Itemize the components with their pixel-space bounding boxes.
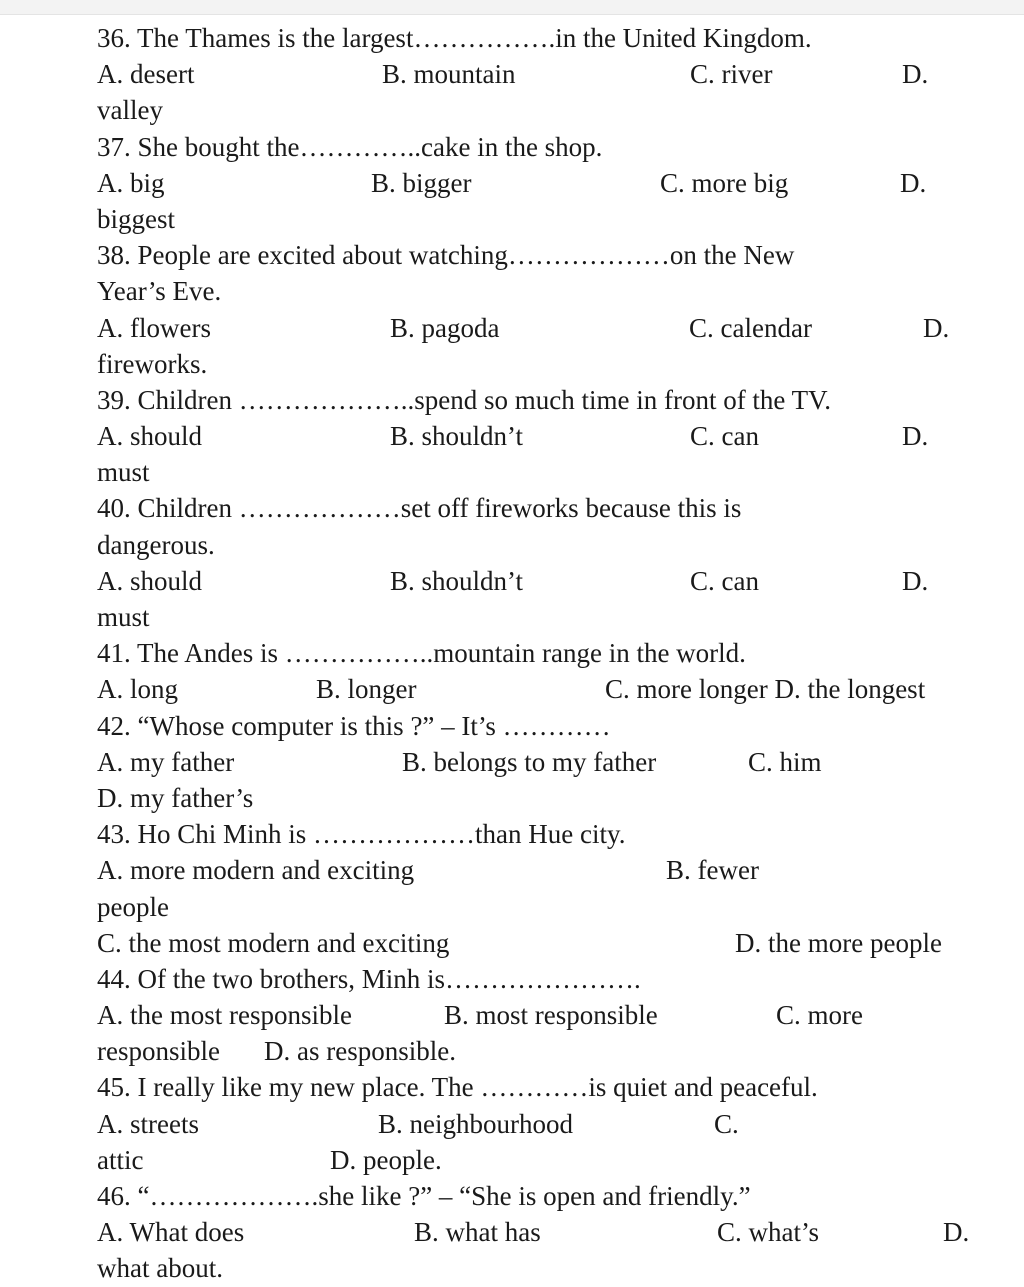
option-c: C. him: [748, 746, 822, 777]
continuation-line: [97, 527, 997, 563]
continuation-line: [97, 599, 997, 635]
continuation-line: [97, 273, 997, 309]
option-b: B. shouldn’t: [390, 565, 524, 596]
option-a: A. desert: [97, 59, 195, 90]
option-d-text: valley: [97, 95, 163, 126]
options-line: [97, 563, 997, 599]
option-d: D. people.: [330, 1144, 442, 1175]
option-d-text: must: [97, 457, 150, 488]
options-line: [97, 1033, 997, 1069]
option-b: B. bigger: [371, 167, 472, 198]
option-b: B. belongs to my father: [402, 746, 657, 777]
question-46: 46. “……………….she like ?” – “She is open and friendly.”: [97, 1181, 751, 1211]
option-b: B. neighbourhood: [378, 1108, 573, 1139]
option-c: C. the most modern and exciting: [97, 927, 450, 958]
option-c: C. more big: [660, 167, 789, 198]
question-line: [97, 382, 997, 418]
option-d-text: what about.: [97, 1253, 223, 1284]
options-line: [97, 997, 997, 1033]
option-c: C. can: [690, 565, 759, 596]
question-37: 37. She bought the…………..cake in the shop.: [97, 131, 603, 162]
option-d: D.: [902, 565, 929, 596]
option-d: D.: [902, 421, 929, 452]
option-b: B. fewer: [666, 855, 759, 886]
top-toolbar-strip: [0, 0, 1024, 15]
question-line: [97, 129, 997, 165]
question-43: 43. Ho Chi Minh is ………………than Hue city.: [97, 819, 626, 850]
question-line: [97, 961, 997, 997]
question-45: 45. I really like my new place. The …………is quiet and peaceful.: [97, 1072, 818, 1103]
continuation-line: [97, 1250, 997, 1286]
option-a: A. more modern and exciting: [97, 855, 415, 886]
question-line: [97, 1178, 997, 1214]
option-b-text: people: [97, 891, 169, 922]
question-38: 38. People are excited about watching………………on the New: [97, 240, 795, 271]
option-c: C.: [714, 1108, 739, 1139]
question-42: 42. “Whose computer is this ?” – It’s …………: [97, 710, 611, 741]
option-b: B. pagoda: [390, 312, 500, 343]
question-line: [97, 1069, 997, 1105]
option-a: A. the most responsible: [97, 1000, 352, 1031]
option-c: C. calendar: [689, 312, 812, 343]
option-a: A. streets: [97, 1108, 199, 1139]
options-line: [97, 56, 997, 92]
option-d: D. the more people: [735, 927, 942, 958]
option-b: B. shouldn’t: [390, 421, 524, 452]
options-line: [97, 418, 997, 454]
continuation-line: [97, 889, 997, 925]
question-36: 36. The Thames is the largest…………….in the United Kingdom.: [97, 23, 812, 53]
option-c-text: responsible: [97, 1036, 220, 1067]
option-a: A. long: [97, 674, 178, 705]
option-d: D.: [923, 312, 950, 343]
option-d: D. my father’s: [97, 782, 254, 813]
options-line: [97, 852, 997, 888]
question-38-cont: Year’s Eve.: [97, 276, 222, 307]
option-c-text: attic: [97, 1144, 144, 1175]
question-line: [97, 237, 997, 273]
option-a: A. should: [97, 565, 203, 596]
options-line: [97, 780, 997, 816]
question-line: [97, 20, 997, 56]
options-line: [97, 925, 997, 961]
option-c: C. river: [690, 59, 773, 90]
option-d-text: biggest: [97, 203, 175, 234]
option-d-text: fireworks.: [97, 348, 208, 379]
options-line: [97, 165, 997, 201]
option-c: C. can: [690, 421, 759, 452]
options-line: [97, 1106, 997, 1142]
option-a: A. flowers: [97, 312, 211, 343]
option-d: D.: [943, 1217, 970, 1248]
question-39: 39. Children ………………..spend so much time in front of the TV.: [97, 384, 831, 415]
option-c: C. more: [776, 1000, 863, 1031]
question-line: [97, 708, 997, 744]
continuation-line: [97, 346, 997, 382]
question-40: 40. Children ………………set off fireworks because this is: [97, 493, 742, 524]
option-b: B. what has: [414, 1217, 541, 1248]
option-d: D.: [900, 167, 927, 198]
options-line: [97, 1214, 997, 1250]
worksheet-page: [97, 20, 997, 1287]
option-b: B. most responsible: [444, 1000, 658, 1031]
option-a: A. my father: [97, 746, 235, 777]
option-a: A. should: [97, 421, 203, 452]
option-a: A. big: [97, 167, 165, 198]
option-d: D. as responsible.: [264, 1036, 456, 1067]
continuation-line: [97, 92, 997, 128]
option-a: A. What does: [97, 1217, 245, 1248]
question-44: 44. Of the two brothers, Minh is………………….: [97, 963, 641, 994]
option-c-d: C. more longer D. the longest: [605, 674, 926, 705]
question-41: 41. The Andes is ……………..mountain range in the world.: [97, 638, 746, 669]
options-line: [97, 744, 997, 780]
option-c: C. what’s: [717, 1217, 820, 1248]
question-line: [97, 490, 997, 526]
question-line: [97, 635, 997, 671]
options-line: [97, 671, 997, 707]
options-line: [97, 1142, 997, 1178]
options-line: [97, 310, 997, 346]
option-b: B. mountain: [382, 59, 516, 90]
continuation-line: [97, 454, 997, 490]
question-40-cont: dangerous.: [97, 529, 215, 560]
option-d-text: must: [97, 602, 150, 632]
continuation-line: [97, 201, 997, 237]
question-line: [97, 816, 997, 852]
option-d: D.: [902, 59, 929, 90]
option-b: B. longer: [316, 674, 417, 705]
